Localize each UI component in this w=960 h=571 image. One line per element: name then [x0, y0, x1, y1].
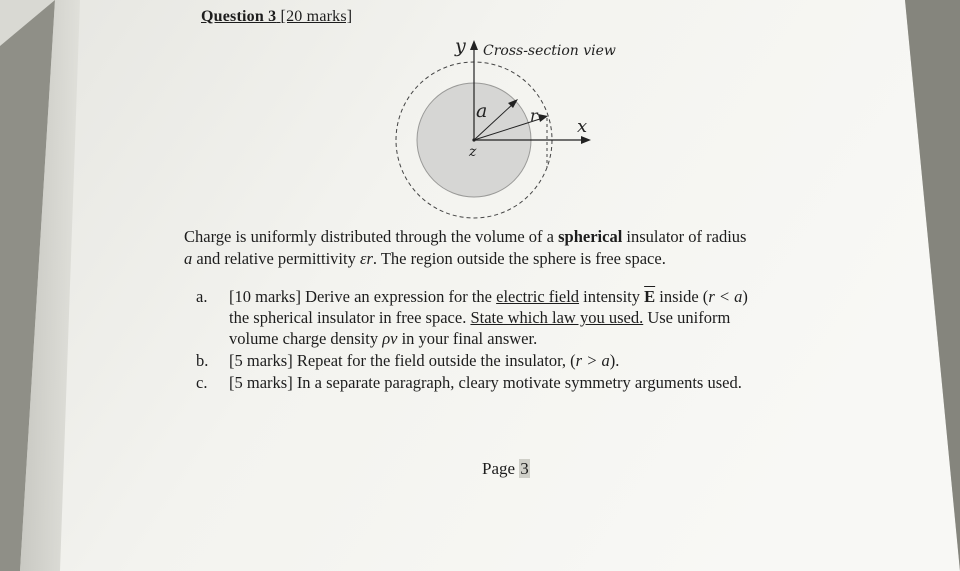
x-axis-label: x	[577, 116, 588, 137]
bold-spherical: spherical	[558, 227, 623, 246]
problem-statement: Charge is uniformly distributed through the volume of a spherical insulator of radius a and relative permittivity εr. The region outside the sphere is free space.	[184, 227, 747, 268]
e-field-vector: $\overline{E}$	[644, 287, 656, 306]
y-axis-label: y	[455, 35, 466, 57]
diagram-caption: Cross-section view	[483, 43, 616, 59]
part-c: c. [5 marks] In a separate paragraph, cleary motivate symmetry arguments used.	[196, 373, 742, 392]
z-axis-label: z	[469, 144, 477, 160]
center-dot	[472, 138, 475, 141]
question-marks: [20 marks]	[280, 8, 353, 25]
question-title	[201, 8, 352, 26]
part-b: b. [5 marks] Repeat for the field outside the insulator, (r > a).	[196, 351, 620, 370]
question-number: Question 3	[201, 8, 277, 25]
part-a: a. [10 marks] Derive an expression for the electric field intensity $\overline{E}$ inside (r < a) the spherical insulator in free space. State which law you used. Use uniform volume charge density ρv in your final answer.	[196, 287, 748, 348]
r-label: r	[530, 106, 538, 125]
radius-label: a	[476, 100, 488, 122]
page-number: Page 3	[482, 459, 529, 478]
question-parts	[196, 286, 846, 394]
